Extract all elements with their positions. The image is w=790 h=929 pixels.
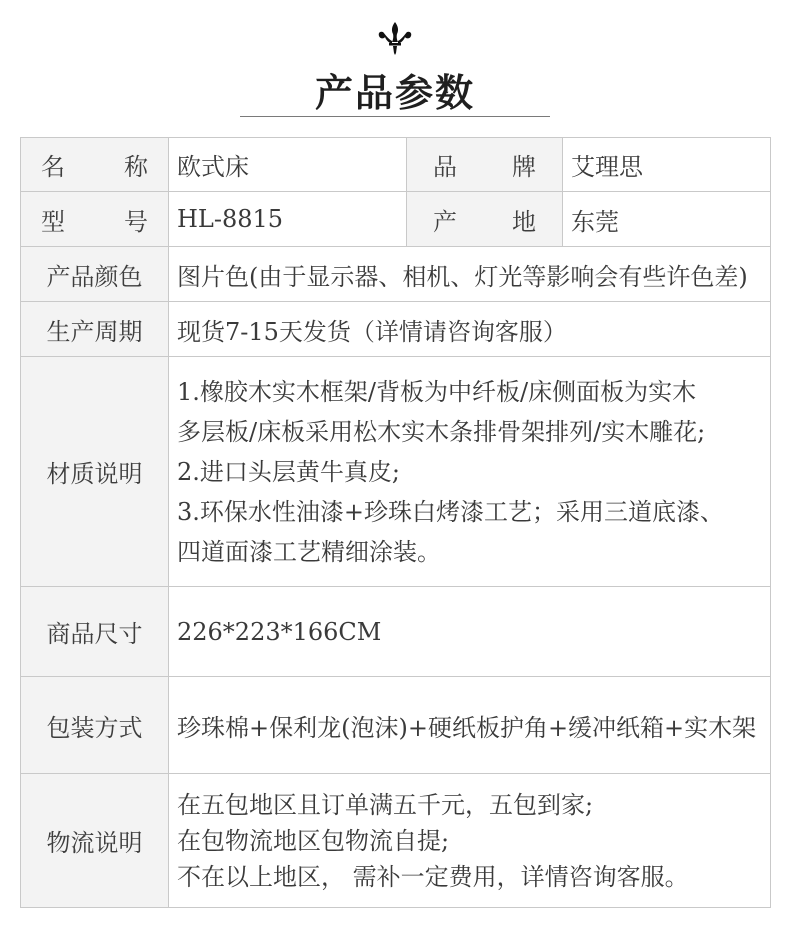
table-row xyxy=(21,357,771,587)
table-row xyxy=(21,247,771,302)
label-color: 产品颜色 xyxy=(21,247,169,302)
material-line: 2.进口头层黄牛真皮; xyxy=(177,457,400,486)
label-cycle: 生产周期 xyxy=(21,302,169,357)
title-underline xyxy=(240,116,550,117)
table-row xyxy=(21,192,771,247)
value-material xyxy=(169,357,771,587)
material-line: 多层板/床板采用松木实木条排骨架排列/实木雕花; xyxy=(177,417,706,446)
table-row xyxy=(21,677,771,774)
header xyxy=(0,0,790,120)
table-row xyxy=(21,587,771,677)
value-brand: 艾理思 xyxy=(563,138,771,192)
value-logistics xyxy=(169,774,771,908)
material-line: 1.橡胶木实木框架/背板为中纤板/床侧面板为实木 xyxy=(177,377,697,406)
label-model: 型 号 xyxy=(21,192,169,247)
value-model: HL-8815 xyxy=(169,192,407,247)
value-color: 图片色(由于显示器、相机、灯光等影响会有些许色差) xyxy=(169,247,771,302)
product-params-table xyxy=(20,137,771,908)
value-size: 226*223*166CM xyxy=(169,587,771,677)
page-title: 产品参数 xyxy=(314,71,475,115)
label-packing: 包装方式 xyxy=(21,677,169,774)
logistics-line: 在包物流地区包物流自提; xyxy=(177,826,450,855)
material-line: 3.环保水性油漆+珍珠白烤漆工艺；采用三道底漆、 xyxy=(177,497,725,526)
table-row xyxy=(21,138,771,192)
material-line: 四道面漆工艺精细涂装。 xyxy=(177,537,441,566)
label-brand: 品 牌 xyxy=(407,138,563,192)
label-logistics: 物流说明 xyxy=(21,774,169,908)
table-row xyxy=(21,302,771,357)
label-material: 材质说明 xyxy=(21,357,169,587)
table-row xyxy=(21,774,771,908)
value-packing: 珍珠棉+保利龙(泡沫)+硬纸板护角+缓冲纸箱+实木架 xyxy=(169,677,771,774)
logistics-line: 不在以上地区， 需补一定费用，详情咨询客服。 xyxy=(177,862,689,891)
logistics-line: 在五包地区且订单满五千元，五包到家; xyxy=(177,790,594,819)
label-origin: 产 地 xyxy=(407,192,563,247)
fleur-de-lis-icon xyxy=(377,20,413,56)
value-cycle: 现货7-15天发货（详情请咨询客服） xyxy=(169,302,771,357)
label-name: 名 称 xyxy=(21,138,169,192)
value-origin: 东莞 xyxy=(563,192,771,247)
value-name: 欧式床 xyxy=(169,138,407,192)
label-size: 商品尺寸 xyxy=(21,587,169,677)
